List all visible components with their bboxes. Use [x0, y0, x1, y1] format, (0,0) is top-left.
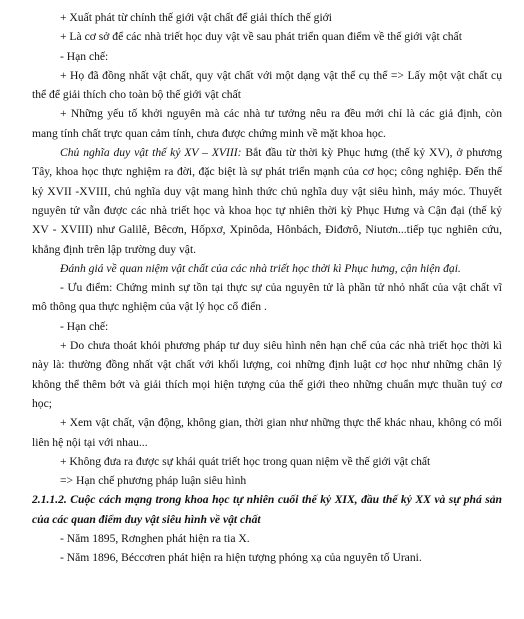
paragraph-6-italic-lead: Chủ nghĩa duy vật thế kỷ XV – XVIII:	[60, 146, 242, 160]
section-heading: 2.1.1.2. Cuộc cách mạng trong khoa học tự nhiên cuối thế kỷ XIX, đầu thế kỷ XX và sự phá sản của các quan điểm duy vật siêu hình về vật chất	[32, 493, 502, 526]
paragraph-16: - Năm 1896, Béccơren phát hiện ra hiện tượng phóng xạ của nguyên tố Urani.	[60, 551, 422, 565]
paragraph-4: + Họ đã đồng nhất vật chất, quy vật chất với một dạng vật thể cụ thể => Lấy một vật chất cụ thể để giải thích cho toàn bộ thế giới vật chất	[32, 68, 502, 102]
paragraph-5: + Những yếu tố khởi nguyên mà các nhà tư tưởng nêu ra đều mới chỉ là các giả định, còn mang tính chất trực quan cảm tính, chưa được chứng minh về mặt khoa học.	[32, 107, 502, 140]
paragraph-6	[32, 143, 502, 259]
paragraph-6-body: Bắt đầu từ thời kỳ Phục hưng (thế kỷ XV), ở phương Tây, khoa học thực nghiệm ra đời, đặc biệt là sự phát triển mạnh của cơ học; công nghiệp. Đến thế kỷ XVII -XVIII, chủ nghĩa duy vật mang hình thức chủ nghĩa duy vật siêu hình, máy móc. Thuyết nguyên tử vẫn được các nhà triết học và khoa học tự nhiên thời kỳ Phục Hưng và Cận đại (thế kỷ XV - XVIII) như Galilê, Bêcơn, Hốpxơ, Xpinôda, Hônbách, Điđơrô, Niutơn...tiếp tục nghiên cứu, khẳng định trên lập trường duy vật.	[32, 146, 503, 256]
paragraph-2: + Là cơ sở để các nhà triết học duy vật về sau phát triển quan điểm về thế giới vật chất	[60, 30, 462, 44]
paragraph-10: + Do chưa thoát khỏi phương pháp tư duy siêu hình nên hạn chế của các nhà triết học thời kì này là: thường đồng nhất vật chất với khối lượng, coi những định luật cơ học như những chân lý không thể thêm bớt và giải thích mọi hiện tượng của thế giới theo những chuẩn mực thuần tuý cơ học;	[32, 339, 502, 410]
paragraph-15: - Năm 1895, Rơnghen phát hiện ra tia X.	[60, 532, 250, 546]
paragraph-11: + Xem vật chất, vận động, không gian, thời gian như những thực thể khác nhau, không có mối liên hệ nội tại với nhau...	[32, 416, 502, 449]
paragraph-1: + Xuất phát từ chính thế giới vật chất để giải thích thế giới	[60, 11, 333, 24]
paragraph-12: + Không đưa ra được sự khái quát triết học trong quan niệm về thế giới vật chất	[60, 454, 431, 468]
paragraph-8: - Ưu điểm: Chứng minh sự tồn tại thực sự của nguyên tử là phần tử nhỏ nhất của vật chất vĩ mô thông qua thực nghiệm của vật lý học cổ điển .	[32, 281, 502, 314]
paragraph-13: => Hạn chế phương pháp luận siêu hình	[60, 474, 247, 488]
paragraph-7: Đánh giá về quan niệm vật chất của các nhà triết học thời kì Phục hưng, cận hiện đại.	[60, 261, 461, 275]
paragraph-9: - Hạn chế:	[60, 319, 109, 333]
paragraph-3: - Hạn chế:	[60, 49, 109, 63]
